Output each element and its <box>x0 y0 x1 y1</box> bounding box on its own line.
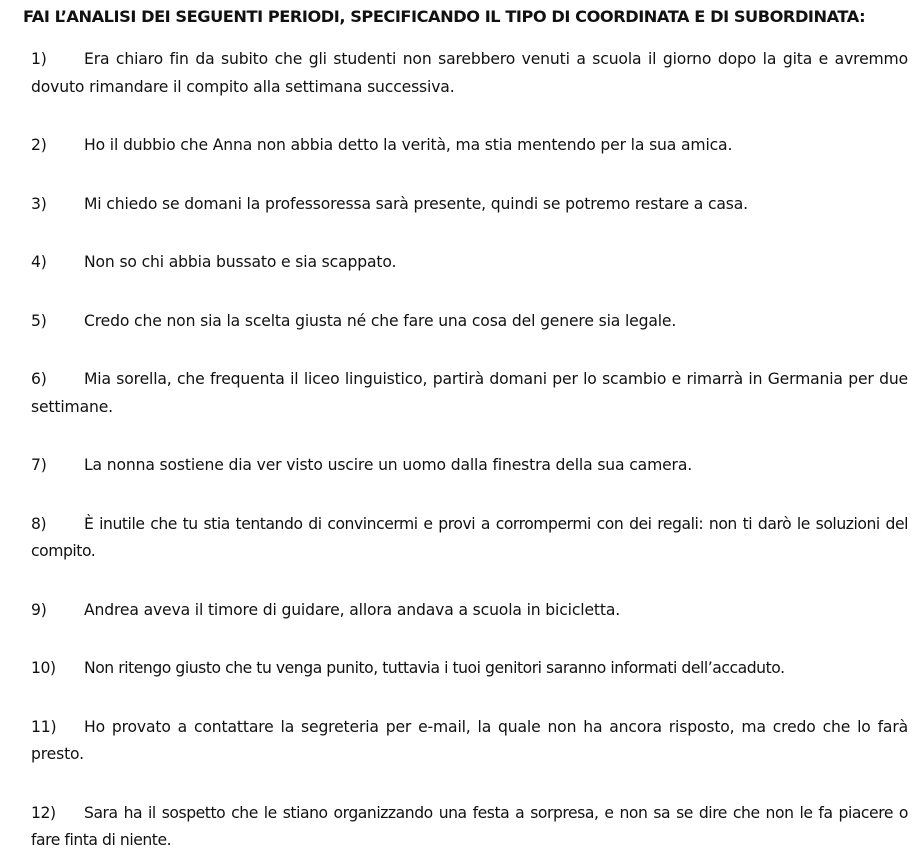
list-item <box>31 366 908 421</box>
item-number: 10) <box>31 659 56 677</box>
list-item <box>31 597 908 625</box>
list-item <box>31 132 908 160</box>
item-number: 6) <box>31 370 47 388</box>
item-text: Mi chiedo se domani la professoressa sarà presente, quindi se potremo restare a casa. <box>84 194 748 213</box>
item-text: Era chiaro fin da subito che gli studenti non sarebbero venuti a scuola il giorno dopo la gita e avremmo dovuto rimandare il compito alla settimana successiva. <box>31 50 908 96</box>
exercise-list <box>31 46 908 855</box>
item-text: Mia sorella, che frequenta il liceo linguistico, partirà domani per lo scambio e rimarrà in Germania per due settimane. <box>31 370 908 416</box>
item-number: 8) <box>31 514 47 533</box>
item-text: Andrea aveva il timore di guidare, allora andava a scuola in bicicletta. <box>84 600 621 619</box>
item-text: La nonna sostiene dia ver visto uscire un uomo dalla finestra della sua camera. <box>84 456 693 474</box>
list-item <box>31 452 908 480</box>
item-number: 5) <box>31 311 47 330</box>
item-number: 9) <box>31 600 47 619</box>
list-item <box>31 191 908 219</box>
list-item <box>31 714 908 769</box>
item-number: 4) <box>31 253 47 271</box>
item-text: Sara ha il sospetto che le stiano organizzando una festa a sorpresa, e non sa se dire che non le fa piacere o fare finta di niente. <box>31 803 908 849</box>
item-text: Non so chi abbia bussato e sia scappato. <box>84 253 397 271</box>
list-item <box>31 46 908 101</box>
item-number: 3) <box>31 194 47 213</box>
list-item <box>31 511 908 566</box>
list-item <box>31 308 908 336</box>
item-text: Credo che non sia la scelta giusta né che fare una cosa del genere sia legale. <box>84 311 677 330</box>
item-text: È inutile che tu stia tentando di convincermi e provi a corrompermi con dei regali: non ti darò le soluzioni del compito. <box>31 514 908 560</box>
item-number: 11) <box>31 717 57 736</box>
item-text: Ho il dubbio che Anna non abbia detto la verità, ma stia mentendo per la sua amica. <box>84 136 733 154</box>
list-item <box>31 249 908 277</box>
list-item <box>31 800 908 855</box>
item-text: Ho provato a contattare la segreteria per e-mail, la quale non ha ancora risposto, ma credo che lo farà presto. <box>31 717 908 763</box>
item-number: 1) <box>31 50 47 68</box>
item-text: Non ritengo giusto che tu venga punito, tuttavia i tuoi genitori saranno informati dell’accaduto. <box>84 659 785 677</box>
list-item <box>31 655 908 683</box>
item-number: 2) <box>31 136 47 154</box>
item-number: 7) <box>31 456 47 474</box>
item-number: 12) <box>31 803 56 822</box>
page-title: FAI L’ANALISI DEI SEGUENTI PERIODI, SPECIFICANDO IL TIPO DI COORDINATA E DI SUBORDINATA: <box>23 7 866 26</box>
